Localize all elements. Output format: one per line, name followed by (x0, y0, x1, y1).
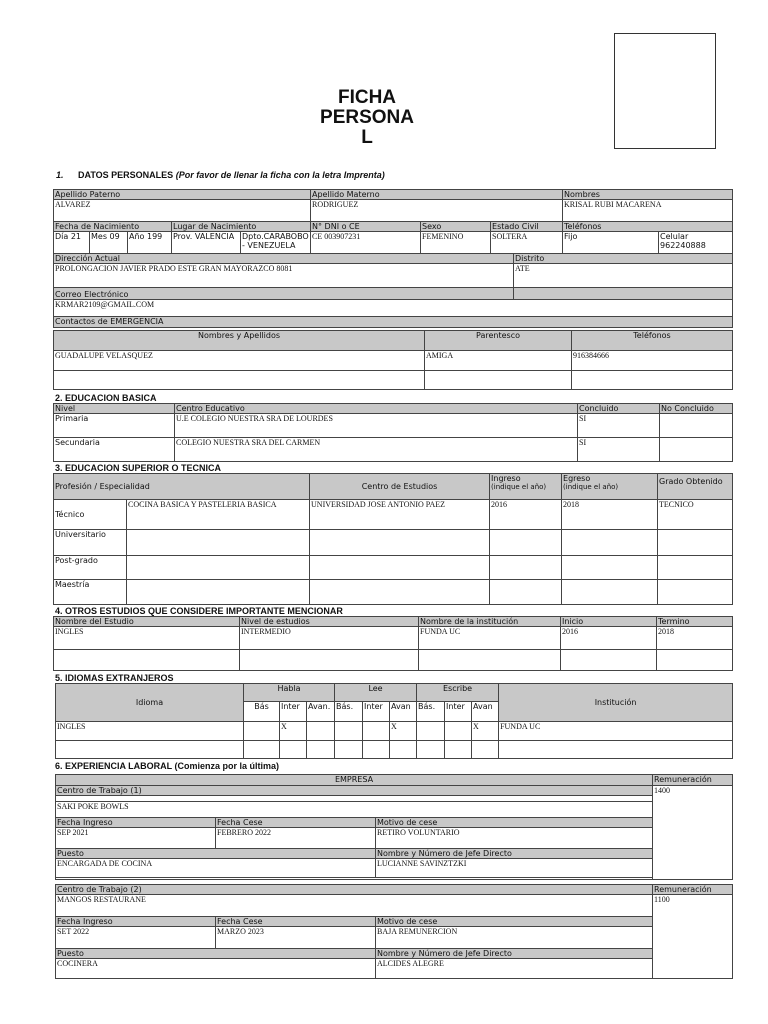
correo-value[interactable]: KRMAR2109@GMAIL.COM (54, 300, 733, 317)
job-2-puesto-value[interactable]: COCINERA (56, 959, 376, 979)
fijo-value[interactable]: Fijo (563, 232, 659, 254)
dia-value[interactable]: Día 21 (54, 232, 90, 254)
photo-box (614, 33, 716, 149)
job-2-remuneracion-value[interactable]: 1100 (653, 895, 733, 979)
personal-names-table: Apellido Paterno Apellido Materno Nombres ALVAREZ RODRIGUEZ KRISAL RUBI MACARENA (53, 189, 733, 222)
contacto-nombre-value[interactable]: GUADALUPE VELASQUEZ (54, 351, 425, 371)
job-1-centro-value[interactable]: SAKI POKE BOWLS (56, 802, 653, 818)
secundaria-concluido-value[interactable]: SI (578, 438, 660, 462)
otros-inicio-value[interactable]: 2016 (561, 627, 657, 650)
job-1-ingreso-value[interactable]: SEP 2021 (56, 828, 216, 849)
idioma-value[interactable]: INGLES (56, 722, 244, 741)
dpto-value[interactable]: Dpto.CARABOBO - VENEZUELA (241, 232, 311, 254)
job-1-jefe-value[interactable]: LUCIANNE SAVINZTZKI (376, 859, 653, 878)
birth-info-table: Fecha de Nacimiento Lugar de Nacimiento N° DNI o CE Sexo Estado Civil Teléfonos Día 21 Mes 09 Año 199 Prov. VALENCIA Dpto.CARABOBO - VENEZUELA CE 003907231 FEMENINO SOLTERA Fijo Celular 962240888 (53, 221, 733, 254)
anio-value[interactable]: Año 199 (128, 232, 172, 254)
otros-nombre-value[interactable]: INGLES (54, 627, 240, 650)
nombres-value[interactable]: KRISAL RUBI MACARENA (563, 200, 733, 222)
escribe-inter-mark[interactable]: X (472, 722, 499, 741)
idioma-institucion-value[interactable]: FUNDA UC (499, 722, 733, 741)
tecnico-egreso-value[interactable]: 2018 (562, 500, 658, 530)
tecnico-grado-value[interactable]: TECNICO (658, 500, 733, 530)
job-1-motivo-value[interactable]: RETIRO VOLUNTARIO (376, 828, 653, 849)
lee-inter-mark[interactable]: X (390, 722, 417, 741)
job-2-cese-value[interactable]: MARZO 2023 (216, 927, 376, 949)
job-2-table: Centro de Trabajo (2) Remuneración MANGOS RESTAURANE 1100 Fecha Ingreso Fecha Cese Motivo de cese SET 2022 MARZO 2023 BAJA REMUNERCION Puesto Nombre y Número de Jefe Directo COCINERA ALCIDES ALEGRE (55, 884, 733, 979)
contacto-parentesco-value[interactable]: AMIGA (425, 351, 572, 371)
basic-education-table: Nivel Centro Educativo Concluido No Concluido Primaria U.E COLEGIO NUESTRA SRA DE LOURDES SI Secundaria COLEGIO NUESTRA SRA DEL CARMEN SI (53, 403, 733, 462)
otros-institucion-value[interactable]: FUNDA UC (419, 627, 561, 650)
secundaria-centro-value[interactable]: COLEGIO NUESTRA SRA DEL CARMEN (175, 438, 578, 462)
tecnico-centro-value[interactable]: UNIVERSIDAD JOSE ANTONIO PAEZ (310, 500, 490, 530)
section-4-title: 4. OTROS ESTUDIOS QUE CONSIDERE IMPORTANTE MENCIONAR (55, 606, 343, 616)
address-table: Dirección Actual Distrito PROLONGACION JAVIER PRADO ESTE GRAN MAYORAZCO 8081 ATE Correo Electrónico KRMAR2109@GMAIL.COM Contactos de EMERGENCIA (53, 253, 733, 328)
job-2-jefe-value[interactable]: ALCIDES ALEGRE (376, 959, 653, 979)
languages-table: Idioma Habla Lee Escribe Institución Bás Inter Avan. Bás. Inter Avan Bás. Inter Avan INGLES X X X FUNDA UC (55, 683, 733, 759)
sexo-value[interactable]: FEMENINO (421, 232, 491, 254)
apellido-materno-value[interactable]: RODRIGUEZ (311, 200, 563, 222)
prov-value[interactable]: Prov. VALENCIA (172, 232, 241, 254)
contacto-telefono-value[interactable]: 916384666 (572, 351, 733, 371)
distrito-value[interactable]: ATE (514, 264, 733, 288)
section-1-title: 1. DATOS PERSONALES (Por favor de llenar la ficha con la letra Imprenta) (56, 170, 385, 180)
job-2-centro-value[interactable]: MANGOS RESTAURANE (56, 895, 653, 917)
mes-value[interactable]: Mes 09 (90, 232, 128, 254)
job-1-remuneracion-value[interactable]: 1400 (653, 786, 733, 880)
direccion-value[interactable]: PROLONGACION JAVIER PRADO ESTE GRAN MAYORAZCO 8081 (54, 264, 514, 288)
job-2-motivo-value[interactable]: BAJA REMUNERCION (376, 927, 653, 949)
section-5-title: 5. IDIOMAS EXTRANJEROS (55, 673, 174, 683)
job-2-ingreso-value[interactable]: SET 2022 (56, 927, 216, 949)
celular-value[interactable]: Celular 962240888 (659, 232, 733, 254)
higher-education-table: Profesión / Especialidad Centro de Estudios Ingreso (indique el año) Egreso (indique el año) Grado Obtenido Técnico COCINA BASICA Y PASTELERIA BASICA UNIVERSIDAD JOSE ANTONIO PAEZ 2016 2018 TECNICO Universitario Post-grado Maestría (53, 473, 733, 605)
dni-value[interactable]: CE 003907231 (311, 232, 421, 254)
other-studies-table: Nombre del Estudio Nivel de estudios Nombre de la institución Inicio Termino INGLES INTERMEDIO FUNDA UC 2016 2018 (53, 616, 733, 671)
tecnico-profesion-value[interactable]: COCINA BASICA Y PASTELERIA BASICA (127, 500, 310, 530)
apellido-paterno-value[interactable]: ALVAREZ (54, 200, 311, 222)
primaria-concluido-value[interactable]: SI (578, 414, 660, 438)
estado-civil-value[interactable]: SOLTERA (491, 232, 563, 254)
section-2-title: 2. EDUCACION BASICA (55, 393, 157, 403)
tecnico-ingreso-value[interactable]: 2016 (490, 500, 562, 530)
primaria-centro-value[interactable]: U.E COLEGIO NUESTRA SRA DE LOURDES (175, 414, 578, 438)
emergency-contacts-table: Nombres y Apellidos Parentesco Teléfonos GUADALUPE VELASQUEZ AMIGA 916384666 (53, 330, 733, 390)
section-3-title: 3. EDUCACION SUPERIOR O TECNICA (55, 463, 222, 473)
job-1-puesto-value[interactable]: ENCARGADA DE COCINA (56, 859, 376, 878)
job-1-table: EMPRESA Remuneración Centro de Trabajo (1) 1400 SAKI POKE BOWLS Fecha Ingreso Fecha Cese Motivo de cese SEP 2021 FEBRERO 2022 RETIRO VOLUNTARIO Puesto Nombre y Número de Jefe Directo ENCARGADA DE COCINA LUCIANNE SAVINZTZKI (55, 774, 733, 880)
section-6-title: 6. EXPERIENCIA LABORAL (Comienza por la última) (55, 761, 280, 771)
otros-nivel-value[interactable]: INTERMEDIO (240, 627, 419, 650)
otros-termino-value[interactable]: 2018 (657, 627, 733, 650)
form-title: FICHA PERSONA L (320, 87, 414, 148)
habla-inter-mark[interactable]: X (280, 722, 307, 741)
job-1-cese-value[interactable]: FEBRERO 2022 (216, 828, 376, 849)
